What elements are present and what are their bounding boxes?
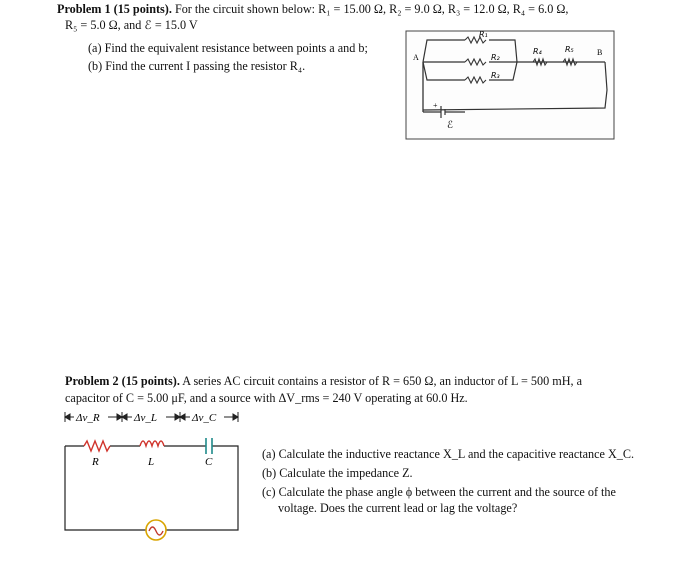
delta-v-r-label: Δv_R — [76, 412, 100, 424]
problem2-statement-line1 — [65, 374, 582, 389]
problem1-circuit-sketch — [405, 30, 615, 140]
problem1-part-a: (a) Find the equivalent resistance between points a and b; — [88, 41, 368, 55]
point-b-label: B — [597, 48, 603, 57]
delta-v-c-label: Δv_C — [192, 412, 217, 424]
ac-source-icon — [146, 520, 166, 540]
r3-label: R₃ — [491, 71, 500, 80]
inductor-icon — [140, 441, 164, 446]
problem1-intro-line2: R₅ = 5.0 Ω, and ℰ = 15.0 V — [65, 18, 198, 32]
resistor-icon — [84, 441, 110, 451]
problem1-heading: Problem 1 (15 points). — [57, 2, 172, 16]
problem2-circuit-diagram — [60, 408, 250, 543]
problem2-heading: Problem 2 (15 points). — [65, 374, 180, 388]
problem2-part-a: (a) Calculate the inductive reactance X_L and the capacitive reactance X_C. — [262, 447, 635, 461]
delta-v-l-label: Δv_L — [134, 412, 157, 424]
problem2-intro-line1: A series AC circuit contains a resistor of R = 650 Ω, an inductor of L = 500 mH, a — [182, 374, 583, 388]
point-a-label: A — [413, 53, 419, 62]
r1-label: R₁ — [479, 30, 488, 39]
r5-label: R₅ — [565, 45, 574, 54]
problem2-part-c-line1: (c) Calculate the phase angle ϕ between the current and the source of the — [262, 485, 616, 499]
battery-plus-label: + — [433, 101, 438, 110]
r4-label: R₄ — [533, 47, 542, 56]
problem1-part-b: (b) Find the current I passing the resistor R₄. — [88, 59, 306, 73]
r2-label: R₂ — [491, 53, 500, 62]
r-label: R — [92, 456, 99, 468]
problem1-intro-line1: For the circuit shown below: R₁ = 15.00 Ω, R₂ = 9.0 Ω, R₃ = 12.0 Ω, R₄ = 6.0 Ω, — [174, 2, 569, 16]
capacitor-icon — [206, 438, 212, 454]
problem2-intro-line2: capacitor of C = 5.00 μF, and a source with ΔV_rms = 240 V operating at 60.0 Hz. — [65, 391, 468, 405]
c-label: C — [205, 456, 213, 468]
problem1-statement-line1 — [57, 2, 568, 17]
problem2-part-b: (b) Calculate the impedance Z. — [262, 466, 413, 480]
problem2-part-c-line2: voltage. Does the current lead or lag the voltage? — [278, 501, 518, 515]
l-label: L — [148, 456, 155, 468]
emf-label: ℰ — [447, 120, 454, 131]
